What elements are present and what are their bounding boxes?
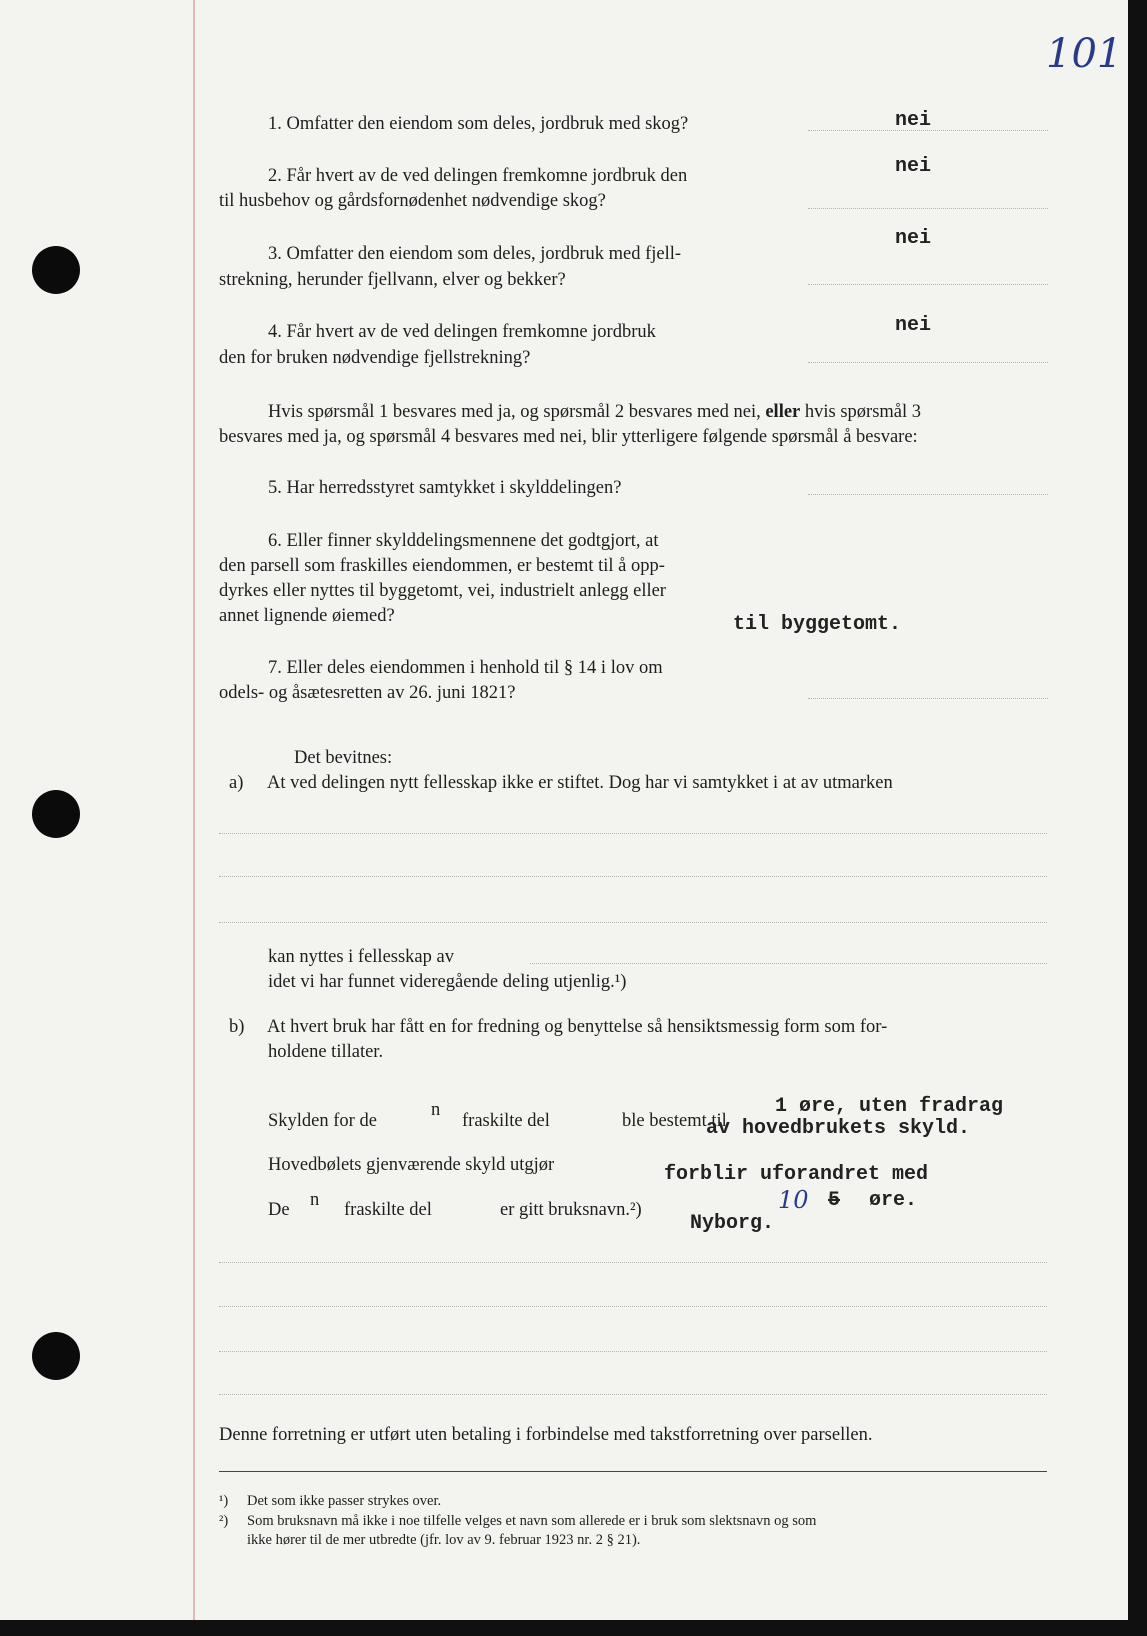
blank-line [219,876,1047,877]
answer-line [808,494,1048,495]
footnote-1-mark: ¹) [219,1493,229,1509]
question-5: 5. Har herredsstyret samtykket i skylddelingen? [268,478,622,498]
question-3-line-2: strekning, herunder fjellvann, elver og bekker? [219,270,566,290]
blank-line [219,833,1047,834]
skyld-row-1-typed-1: 1 øre, uten fradrag [775,1095,1004,1118]
answer-1: nei [895,109,932,132]
footnote-divider [219,1471,1047,1472]
attest-b-line-2: holdene tillater. [268,1042,384,1062]
question-7-line-1: 7. Eller deles eiendommen i henhold til § 14 i lov om [268,658,663,678]
skyld-row-3-struck-amount: 5 [828,1189,841,1212]
blank-line [219,922,1047,923]
punch-hole [32,246,80,294]
answer-line [808,698,1048,699]
condition-line-2: besvares med ja, og spørsmål 4 besvares med nei, blir ytterligere følgende spørsmål å besvare: [219,427,918,447]
question-6-line-3: dyrkes eller nyttes til byggetomt, vei, industrielt anlegg eller [219,581,666,601]
skyld-row-3-part: fraskilte del [344,1200,432,1220]
answer-2: nei [895,155,932,178]
question-6-line-4: annet lignende øiemed? [219,606,395,626]
skyld-row-3-handwritten-amount: 10 [778,1186,809,1214]
blank-line [530,963,1047,964]
footnote-1: Det som ikke passer strykes over. [247,1493,442,1509]
attest-a-cont-1: kan nyttes i fellesskap av [268,947,454,967]
attest-heading: Det bevitnes: [294,748,393,768]
condition-line-1 [268,400,921,425]
blank-line [219,1306,1047,1307]
answer-6: til byggetomt. [733,613,902,636]
footnote-2-line-2: ikke hører til de mer utbredte (jfr. lov av 9. februar 1923 nr. 2 § 21). [247,1532,641,1548]
punch-hole [32,790,80,838]
skyld-row-1-part: fraskilte del [462,1111,550,1131]
blank-line [219,1394,1047,1395]
skyld-row-3-label: De [268,1200,290,1220]
skyld-row-3-ore: øre. [869,1189,918,1212]
attest-b-label: b) [229,1017,245,1037]
attest-a-text: At ved delingen nytt fellesskap ikke er stiftet. Dog har vi samtykket i at av utmarken [267,773,893,793]
blank-line [219,1351,1047,1352]
attest-a-label: a) [229,773,244,793]
skyld-row-3-n: n [310,1190,320,1210]
skyld-row-1-label: Skylden for de [268,1111,377,1131]
question-3-line-1: 3. Omfatter den eiendom som deles, jordbruk med fjell- [268,244,682,264]
skyld-row-1-typed-2: av hovedbrukets skyld. [706,1117,971,1140]
condition-text-a: Hvis spørsmål 1 besvares med ja, og spørsmål 2 besvares med nei, [268,402,761,422]
punch-hole [32,1332,80,1380]
margin-line [193,0,195,1620]
answer-3: nei [895,227,932,250]
question-2-line-2: til husbehov og gårdsfornødenhet nødvendige skog? [219,191,606,211]
skyld-row-2-typed: forblir uforandret med [664,1163,929,1186]
question-6-line-2: den parsell som fraskilles eiendommen, er bestemt til å opp- [219,556,665,576]
condition-text-b: hvis spørsmål 3 [804,402,922,422]
question-4-line-2: den for bruken nødvendige fjellstrekning? [219,348,531,368]
answer-line [808,362,1048,363]
question-2-line-1: 2. Får hvert av de ved delingen fremkomne jordbruk den [268,166,688,186]
skyld-row-1-n: n [431,1100,441,1120]
blank-line [219,1262,1047,1263]
attest-b-line-1: At hvert bruk har fått en for fredning og benyttelse så hensiktsmessig form som for- [267,1017,888,1037]
attest-a-cont-2: idet vi har funnet videregående deling utjenlig.¹) [268,972,627,992]
page-number: 101 [1046,31,1123,77]
closing-statement: Denne forretning er utført uten betaling i forbindelse med takstforretning over parsellen. [219,1425,873,1445]
skyld-row-3-name-label: er gitt bruksnavn.²) [500,1200,642,1220]
skyld-row-1-determined: ble bestemt til [622,1111,727,1131]
footnote-2-mark: ²) [219,1513,229,1529]
condition-text-bold: eller [765,402,801,422]
answer-line [808,208,1048,209]
question-1: 1. Omfatter den eiendom som deles, jordbruk med skog? [268,114,689,134]
question-7-line-2: odels- og åsætesretten av 26. juni 1821? [219,683,516,703]
question-4-line-1: 4. Får hvert av de ved delingen fremkomne jordbruk [268,322,656,342]
farm-name: Nyborg. [690,1212,775,1235]
question-6-line-1: 6. Eller finner skylddelingsmennene det godtgjort, at [268,531,659,551]
answer-4: nei [895,314,932,337]
answer-line [808,284,1048,285]
skyld-row-2-label: Hovedbølets gjenværende skyld utgjør [268,1155,555,1175]
footnote-2-line-1: Som bruksnavn må ikke i noe tilfelle velges et navn som allerede er i bruk som slektsnavn og som [247,1513,817,1529]
